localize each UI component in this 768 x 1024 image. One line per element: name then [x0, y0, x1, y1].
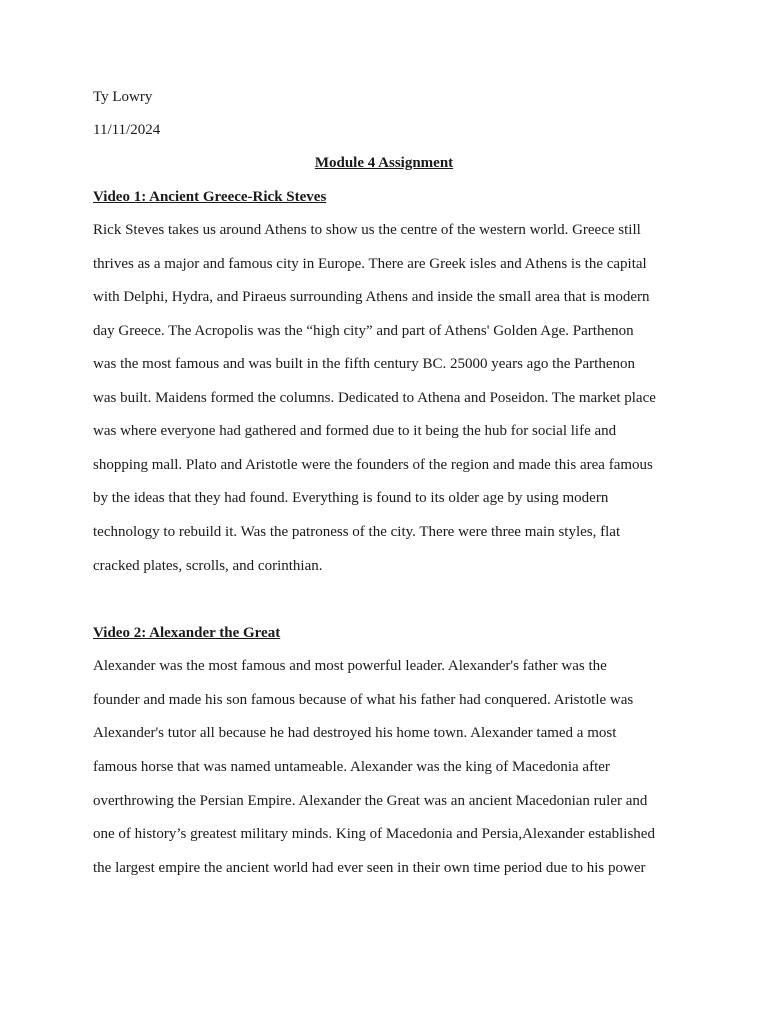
- paragraph-line: one of history’s greatest military minds. King of Macedonia and Persia,Alexander established: [93, 826, 655, 842]
- paragraph-line: was built. Maidens formed the columns. Dedicated to Athena and Poseidon. The market place: [93, 390, 656, 406]
- paragraph-line: Rick Steves takes us around Athens to show us the centre of the western world. Greece still: [93, 222, 641, 238]
- paragraph-line: founder and made his son famous because of what his father had conquered. Aristotle was: [93, 692, 634, 708]
- document-title: Module 4 Assignment: [314, 155, 454, 171]
- paragraph-line: overthrowing the Persian Empire. Alexander the Great was an ancient Macedonian ruler and: [93, 793, 648, 809]
- paragraph-line: was the most famous and was built in the fifth century BC. 25000 years ago the Parthenon: [93, 356, 635, 372]
- paragraph-line: was where everyone had gathered and formed due to it being the hub for social life and: [93, 423, 617, 439]
- paragraph-line: thrives as a major and famous city in Europe. There are Greek isles and Athens is the capital: [93, 256, 647, 272]
- paragraph-line: shopping mall. Plato and Aristotle were the founders of the region and made this area famous: [93, 457, 653, 473]
- paragraph-line: Alexander was the most famous and most powerful leader. Alexander's father was the: [93, 658, 607, 674]
- paragraph-line: famous horse that was named untameable. Alexander was the king of Macedonia after: [93, 759, 610, 775]
- paragraph-line: with Delphi, Hydra, and Piraeus surrounding Athens and inside the small area that is modern: [93, 289, 650, 305]
- paragraph-line: Alexander's tutor all because he had destroyed his home town. Alexander tamed a most: [93, 725, 617, 741]
- paragraph-line: by the ideas that they had found. Everything is found to its older age by using modern: [93, 490, 609, 506]
- section1-heading: Video 1: Ancient Greece-Rick Steves: [93, 189, 327, 205]
- assignment-date: 11/11/2024: [93, 122, 161, 138]
- author-name: Ty Lowry: [93, 89, 153, 105]
- paragraph-line: day Greece. The Acropolis was the “high city” and part of Athens' Golden Age. Parthenon: [93, 323, 634, 339]
- paragraph-line: the largest empire the ancient world had ever seen in their own time period due to his power: [93, 860, 646, 876]
- paragraph-line: cracked plates, scrolls, and corinthian.: [93, 558, 323, 574]
- section2-heading: Video 2: Alexander the Great: [93, 625, 281, 641]
- paragraph-line: technology to rebuild it. Was the patroness of the city. There were three main styles, flat: [93, 524, 621, 540]
